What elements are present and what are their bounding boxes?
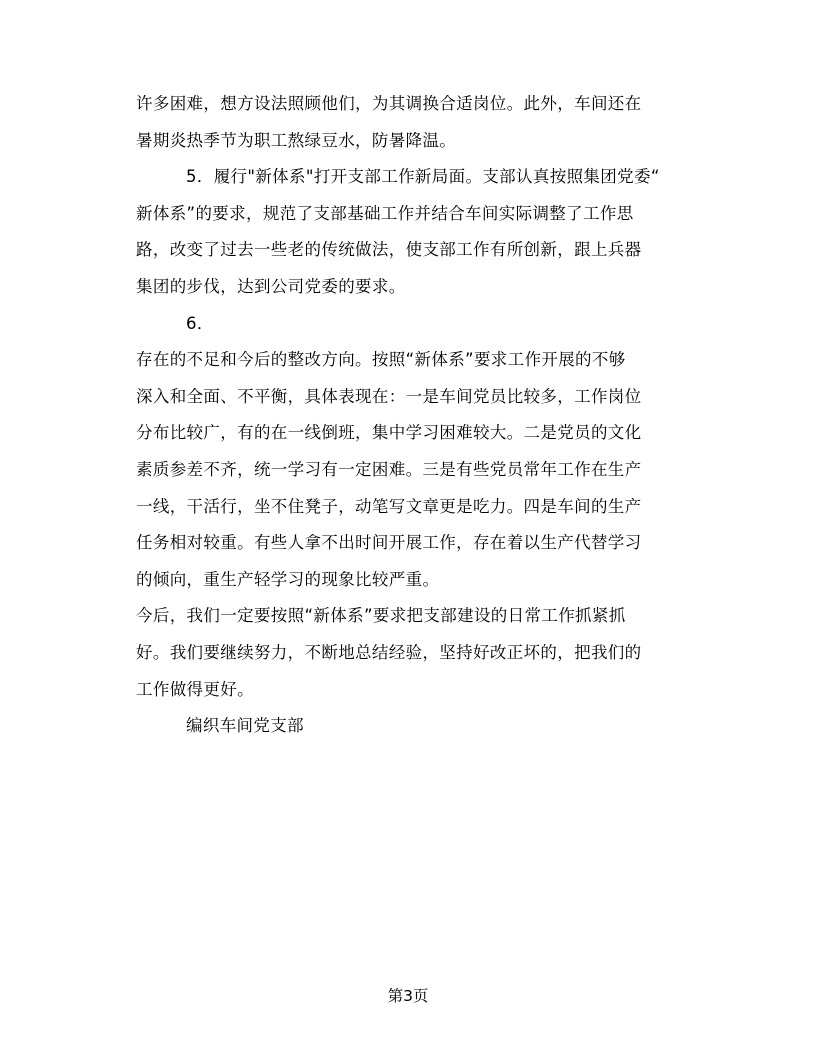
document-body: [136, 86, 681, 745]
body-line: 深入和全面、不平衡，具体表现在：一是车间党员比较多，工作岗位: [136, 386, 642, 406]
body-line: 集团的步伐，达到公司党委的要求。: [136, 276, 406, 296]
body-line: 路，改变了过去一些老的传统做法，使支部工作有所创新，跟上兵器: [136, 240, 642, 260]
body-line: 暑期炎热季节为职工熬绿豆水，防暑降温。: [136, 130, 457, 150]
body-line: 好。我们要继续努力，不断地总结经验，坚持好改正坏的，把我们的: [136, 642, 642, 662]
body-line: 许多困难，想方设法照顾他们，为其调换合适岗位。此外，车间还在: [136, 94, 642, 113]
body-line: 存在的不足和今后的整改方向。按照“新体系”要求工作开展的不够: [136, 350, 626, 370]
body-line: 工作做得更好。: [136, 679, 254, 699]
signature-line: 编织车间党支部: [186, 716, 304, 736]
body-line: 分布比较广，有的在一线倒班，集中学习困难较大。二是党员的文化: [136, 423, 642, 443]
paragraph-5-heading-line: 5．履行"新体系"打开支部工作新局面。支部认真按照集团党委“: [186, 167, 660, 187]
body-line: 的倾向，重生产轻学习的现象比较严重。: [136, 569, 440, 589]
body-line: 新体系”的要求，规范了支部基础工作并结合车间实际调整了工作思: [136, 203, 634, 223]
body-line: 一线，干活行，坐不住凳子，动笔写文章更是吃力。四是车间的生产: [136, 496, 642, 516]
body-line: 今后，我们一定要按照“新体系”要求把支部建设的日常工作抓紧抓: [136, 606, 626, 626]
body-line: 任务相对较重。有些人拿不出时间开展工作，存在着以生产代替学习: [136, 533, 642, 553]
body-line: 素质参差不齐，统一学习有一定困难。三是有些党员常年工作在生产: [136, 459, 642, 479]
page-number: 第3页: [387, 987, 429, 1005]
paragraph-6-number: 6．: [186, 313, 214, 333]
